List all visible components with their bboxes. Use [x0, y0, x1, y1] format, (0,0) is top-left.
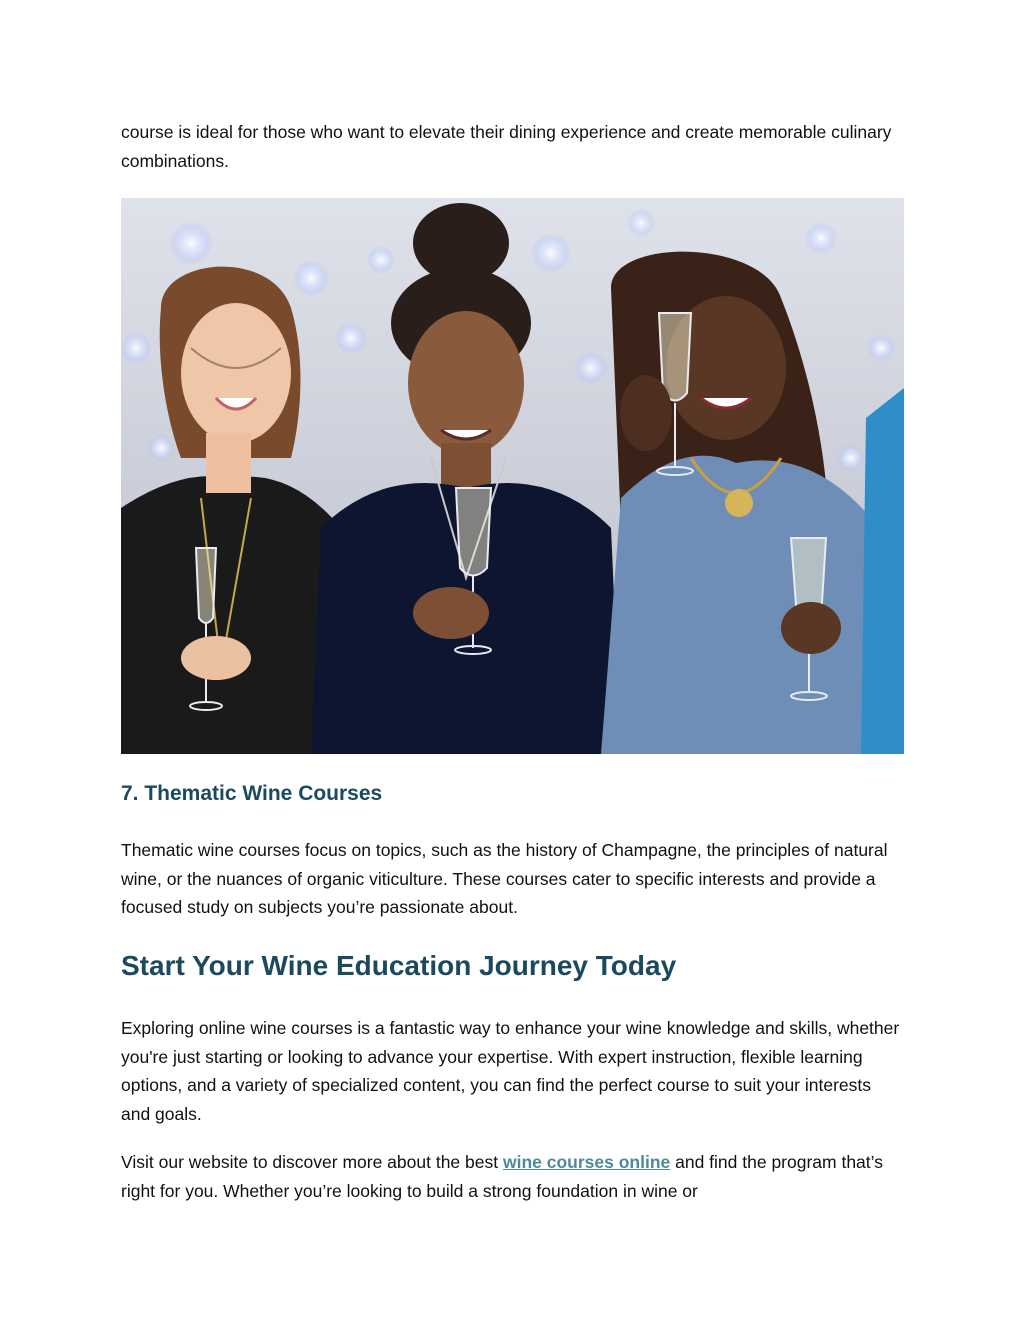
section-heading-start: Start Your Wine Education Journey Today [121, 950, 677, 981]
wine-courses-online-link[interactable]: wine courses online [502, 1152, 671, 1172]
thematic-paragraph: Thematic wine courses focus on topics, such as the history of Champagne, the principles of natural wine, or the nuances of organic viticulture. These courses cater to specific interests and provide a focused study on subjects you’re passionate about. [121, 840, 888, 917]
visit-paragraph [121, 1148, 904, 1205]
visit-text-before: Visit our website to discover more about the best [121, 1152, 503, 1172]
visit-text-after: and find the program that’s right for you. Whether you’re looking to build a strong foundation in wine or [121, 1152, 883, 1201]
intro-paragraph: course is ideal for those who want to elevate their dining experience and create memorable culinary combinations. [121, 122, 892, 171]
exploring-paragraph: Exploring online wine courses is a fantastic way to enhance your wine knowledge and skills, whether you're just starting or looking to advance your expertise. With expert instruction, flexible learning options, and a variety of specialized content, you can find the perfect course to suit your interests and goals. [121, 1018, 900, 1124]
section-heading-thematic: 7. Thematic Wine Courses [121, 782, 383, 805]
wine-toast-photo [121, 198, 904, 754]
